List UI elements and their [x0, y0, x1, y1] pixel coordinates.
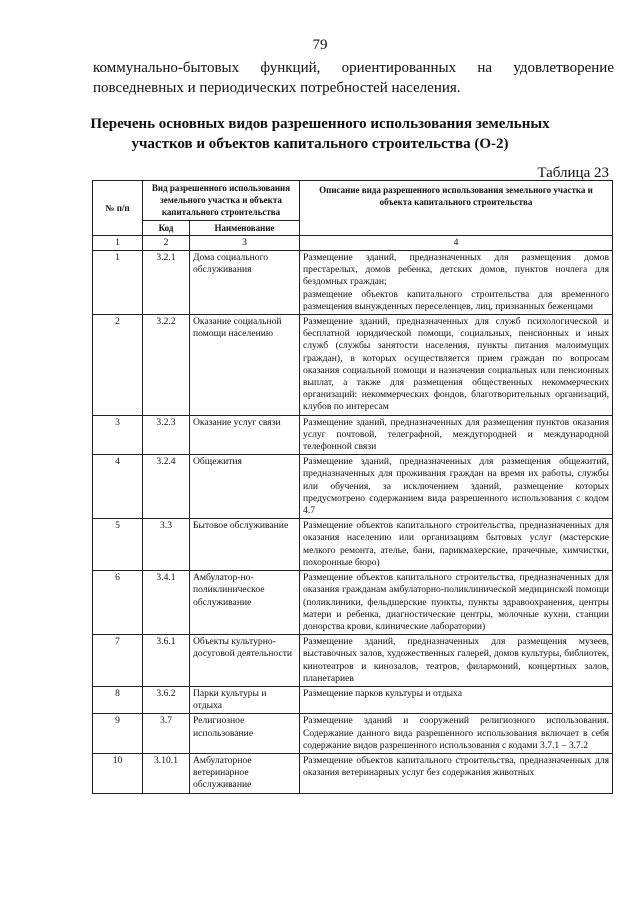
row-description: [300, 753, 613, 793]
row-name: Религиозное использование: [190, 714, 300, 754]
row-code: 3.2.4: [143, 455, 190, 519]
row-description: [300, 315, 613, 416]
intro-word: на: [477, 60, 493, 76]
intro-word: удовлетворение: [513, 60, 614, 76]
page-number: 79: [312, 37, 328, 53]
row-number: 10: [93, 753, 143, 793]
header-description: Описание вида разрешенного использования земельного участка и объекта капитального строительства: [300, 181, 613, 236]
table-row: [93, 714, 613, 754]
row-number: 9: [93, 714, 143, 754]
row-code: 3.7: [143, 714, 190, 754]
table-header: [93, 181, 613, 236]
table-body: [93, 235, 613, 793]
description-paragraph: Размещение объектов капитального строительства, предназначенных для оказания гражданам амбулаторно-поликлинической медицинской помощи (поликлиники, фельдшерские пункты, пункты здравоохранения, центры матери и ребенка, диагностические центры, молочные кухни, станции донорства крови, клинические лаборатории): [303, 572, 610, 632]
row-number: 3: [93, 415, 143, 455]
intro-word: коммунально-бытовых: [93, 60, 240, 76]
row-description: [300, 251, 613, 315]
header-name: Наименование: [190, 220, 300, 235]
row-code: 3.4.1: [143, 571, 190, 635]
land-use-table: [92, 180, 613, 794]
header-type-group: Вид разрешенного использования земельного участка и объекта капитального строительства: [143, 181, 300, 221]
row-number: 8: [93, 686, 143, 713]
intro-word: ориентированных: [341, 60, 457, 76]
column-number: 3: [190, 235, 300, 250]
header-code: Код: [143, 220, 190, 235]
row-description: [300, 455, 613, 519]
intro-line-1: [93, 58, 614, 78]
row-name: Амбулатор-но-поликлиническое обслуживание: [190, 571, 300, 635]
table-row: [93, 455, 613, 519]
row-name: Бытовое обслуживание: [190, 519, 300, 571]
table-row: [93, 415, 613, 455]
row-name: Парки культуры и отдыха: [190, 686, 300, 713]
intro-line-2: повседневных и периодических потребностей населения.: [93, 80, 461, 96]
row-description: [300, 686, 613, 713]
intro-word: функций,: [260, 60, 321, 76]
row-name: Объекты культурно-досуговой деятельности: [190, 635, 300, 687]
row-code: 3.10.1: [143, 753, 190, 793]
column-number: 4: [300, 235, 613, 250]
description-paragraph: Размещение зданий, предназначенных для служб психологической и бесплатной юридической помощи, социальных, пенсионных и иных служб (службы занятости населения, пункты питания малоимущих граждан), в которых осуществляется прием граждан по вопросам оказания социальной помощи и назначения социальных или пенсионных выплат, а также для размещения общественных некоммерческих организаций: некоммерческих фондов, благотворительных организаций, клубов по интересам: [303, 316, 610, 413]
description-paragraph: Размещение зданий и сооружений религиозного использования. Содержание данного вида разрешенного использования включает в себя содержание видов разрешенного использования с кодами 3.7.1 – 3.7.2: [303, 715, 610, 751]
row-number: 6: [93, 571, 143, 635]
column-number: 2: [143, 235, 190, 250]
description-paragraph: Размещение зданий, предназначенных для размещения музеев, выставочных залов, художественных галерей, домов культуры, библиотек, кинотеатров и кинозалов, театров, филармоний, концертных залов, планетариев: [303, 636, 610, 684]
row-number: 4: [93, 455, 143, 519]
heading-line-1: Перечень основных видов разрешенного использования земельных: [90, 116, 550, 132]
table-row: [93, 686, 613, 713]
column-number-row: [93, 235, 613, 250]
row-description: [300, 714, 613, 754]
table-row: [93, 519, 613, 571]
row-name: Оказание социальной помощи населению: [190, 315, 300, 416]
row-code: 3.2.3: [143, 415, 190, 455]
row-number: 7: [93, 635, 143, 687]
table-row: [93, 571, 613, 635]
row-description: [300, 635, 613, 687]
row-number: 5: [93, 519, 143, 571]
row-code: 3.2.2: [143, 315, 190, 416]
heading-line-2: участков и объектов капитального строительства (О-2): [131, 136, 509, 152]
description-paragraph: Размещение парков культуры и отдыха: [303, 687, 462, 699]
table-row: [93, 251, 613, 315]
row-description: [300, 415, 613, 455]
column-number: 1: [93, 235, 143, 250]
section-heading: [60, 114, 580, 154]
description-paragraph: Размещение зданий, предназначенных для размещения домов престарелых, домов ребенка, детских домов, пунктов ночлега для бездомных граждан;: [303, 252, 610, 288]
table-row: [93, 753, 613, 793]
table-row: [93, 635, 613, 687]
row-code: 3.6.2: [143, 686, 190, 713]
header-num: № п/п: [93, 181, 143, 236]
row-code: 3.3: [143, 519, 190, 571]
row-name: Общежития: [190, 455, 300, 519]
row-description: [300, 519, 613, 571]
row-code: 3.2.1: [143, 251, 190, 315]
row-name: Дома социального обслуживания: [190, 251, 300, 315]
row-number: 2: [93, 315, 143, 416]
table-row: [93, 315, 613, 416]
description-paragraph: Размещение зданий, предназначенных для размещения пунктов оказания услуг почтовой, телеграфной, междугородней и международной телефонной связи: [303, 416, 610, 453]
row-number: 1: [93, 251, 143, 315]
row-code: 3.6.1: [143, 635, 190, 687]
row-name: Оказание услуг связи: [190, 415, 300, 455]
description-paragraph: Размещение зданий, предназначенных для размещения общежитий, предназначенных для проживания граждан на время их работы, службы или обучения, за исключением зданий, размещение которых предусмотрено содержанием вида разрешенного использования с кодом 4.7: [303, 456, 610, 517]
description-paragraph: Размещение объектов капитального строительства, предназначенных для оказания населению или организациям бытовых услуг (мастерские мелкого ремонта, ателье, бани, парикмахерские, прачечные, химчистки, похоронные бюро): [303, 520, 610, 568]
description-paragraph: Размещение объектов капитального строительства, предназначенных для оказания ветеринарных услуг без содержания животных: [303, 754, 610, 779]
table-caption: Таблица 23: [537, 165, 609, 181]
row-description: [300, 571, 613, 635]
row-name: Амбулаторное ветеринарное обслуживание: [190, 753, 300, 793]
description-paragraph: размещение объектов капитального строительства для временного размещения вынужденных переселенцев, лиц, признанных беженцами: [303, 288, 610, 312]
